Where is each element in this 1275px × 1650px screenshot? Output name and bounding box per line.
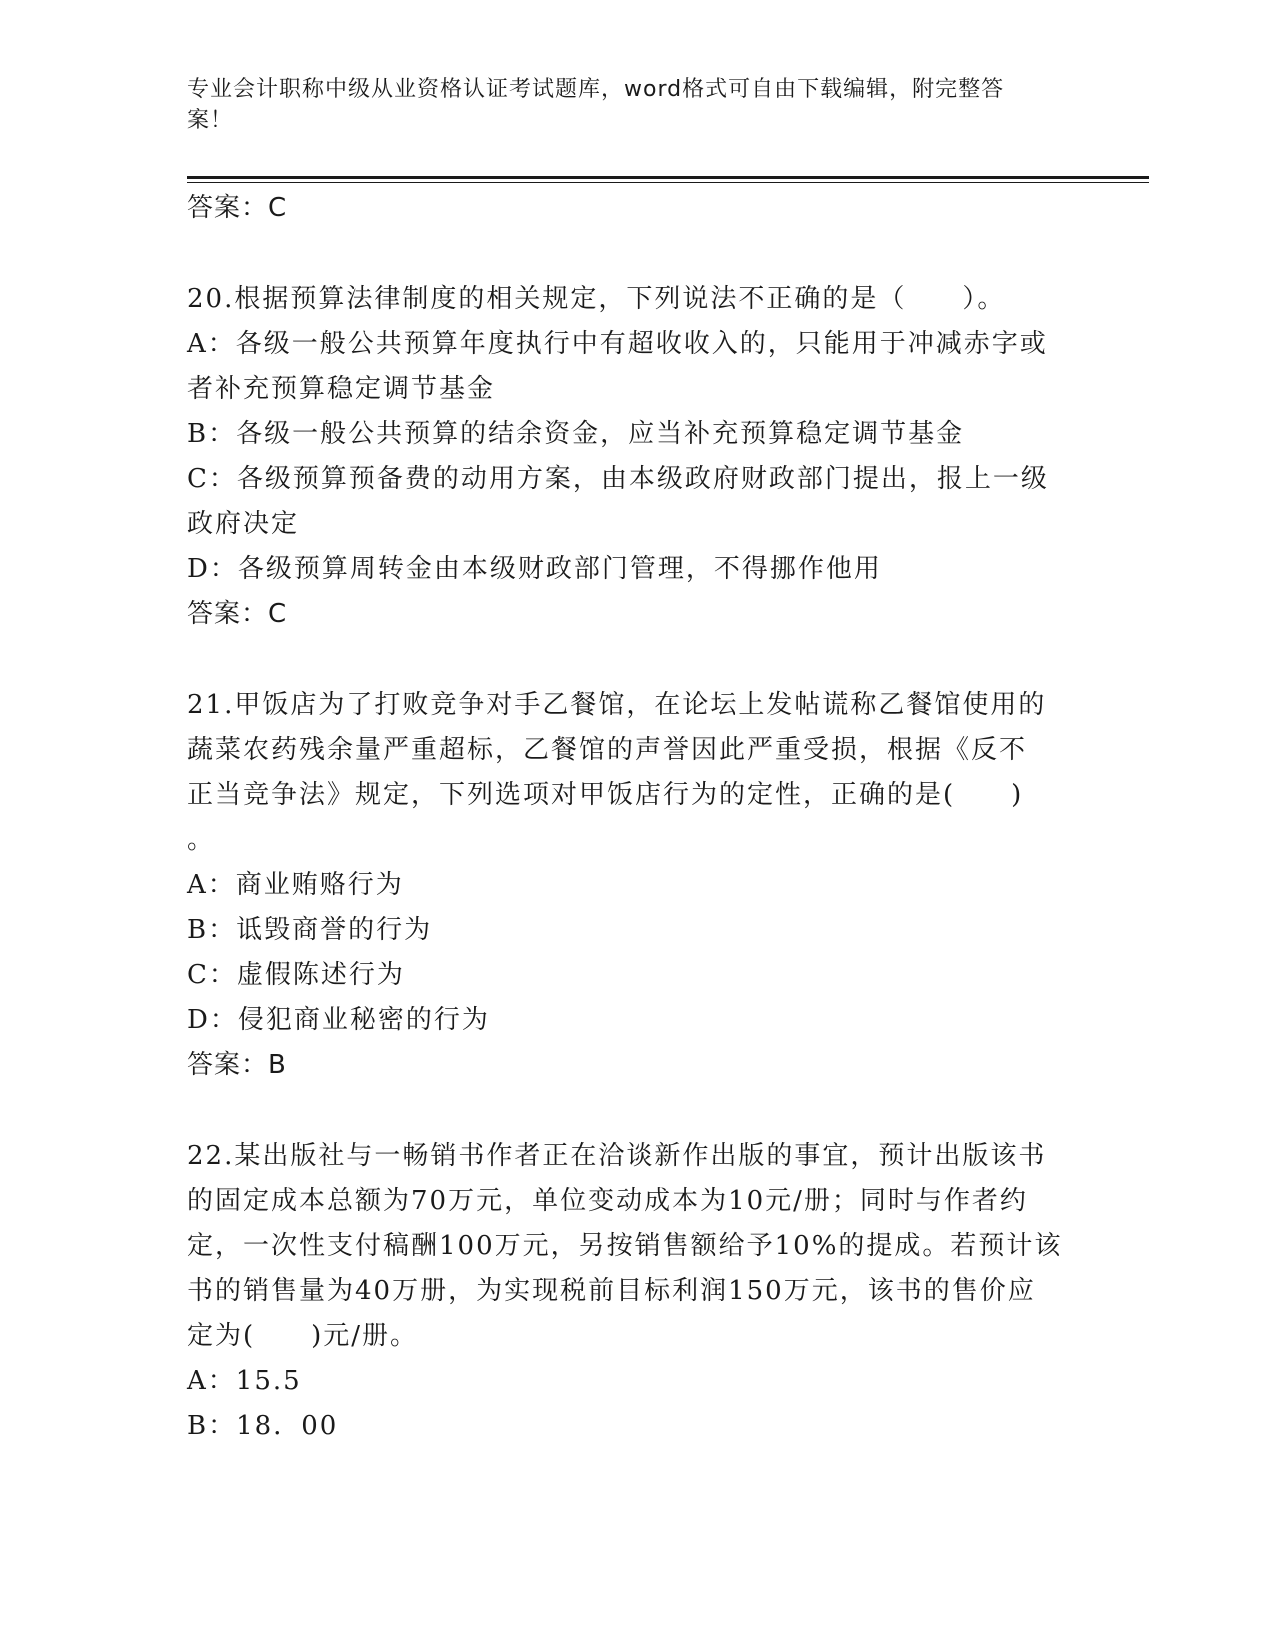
header-line-2: 案！: [187, 108, 234, 133]
option-a: A：15.5: [187, 1366, 302, 1396]
header-rule-thick: [187, 176, 1149, 179]
option-d: D：各级预算周转金由本级财政部门管理，不得挪作他用: [187, 554, 882, 584]
question-stem-line: 。: [187, 825, 216, 855]
question-21: [187, 683, 1087, 1088]
question-stem-line: 正当竞争法》规定，下列选项对甲饭店行为的定性，正确的是( ): [187, 780, 1024, 810]
option-b: B：诋毁商誉的行为: [187, 915, 433, 945]
option-d: D：侵犯商业秘密的行为: [187, 1005, 490, 1035]
question-stem-line: 蔬菜农药残余量严重超标，乙餐馆的声誉因此严重受损，根据《反不: [187, 735, 1028, 765]
option-c-line-2: 政府决定: [187, 509, 300, 539]
document-header: [187, 74, 1067, 136]
option-c: C：虚假陈述行为: [187, 960, 405, 990]
option-b: B：18．00: [187, 1411, 339, 1441]
question-content: [187, 186, 1087, 1449]
question-stem-line: 的固定成本总额为70万元，单位变动成本为10元/册；同时与作者约: [187, 1186, 1028, 1216]
spacer: [187, 637, 1087, 683]
option-c-line-1: C：各级预算预备费的动用方案，由本级政府财政部门提出，报上一级: [187, 464, 1049, 494]
spacer: [187, 1088, 1087, 1134]
option-b: B：各级一般公共预算的结余资金，应当补充预算稳定调节基金: [187, 419, 965, 449]
spacer: [187, 231, 1087, 277]
answer-line: 答案：B: [187, 1050, 287, 1080]
header-line-1: 专业会计职称中级从业资格认证考试题库，word格式可自由下载编辑，附完整答: [187, 77, 1005, 102]
answer-line: 答案：C: [187, 599, 288, 629]
question-stem-line: 20.根据预算法律制度的相关规定，下列说法不正确的是（ ）。: [187, 284, 1006, 314]
option-a-line-2: 者补充预算稳定调节基金: [187, 374, 496, 404]
question-stem-line: 定，一次性支付稿酬100万元，另按销售额给予10%的提成。若预计该: [187, 1231, 1063, 1261]
question-22: [187, 1134, 1087, 1449]
question-stem-line: 22.某出版社与一畅销书作者正在洽谈新作出版的事宜，预计出版该书: [187, 1141, 1047, 1171]
option-a-line-1: A：各级一般公共预算年度执行中有超收收入的，只能用于冲减赤字或: [187, 329, 1048, 359]
question-stem-line: 书的销售量为40万册，为实现税前目标利润150万元，该书的售价应: [187, 1276, 1036, 1306]
header-rule-thin: [187, 182, 1149, 183]
answer-line: 答案：C: [187, 193, 288, 223]
question-stem-line: 21.甲饭店为了打败竞争对手乙餐馆，在论坛上发帖谎称乙餐馆使用的: [187, 690, 1047, 720]
option-a: A：商业贿赂行为: [187, 870, 404, 900]
question-stem-line: 定为( )元/册。: [187, 1321, 419, 1351]
question-20: [187, 277, 1087, 637]
